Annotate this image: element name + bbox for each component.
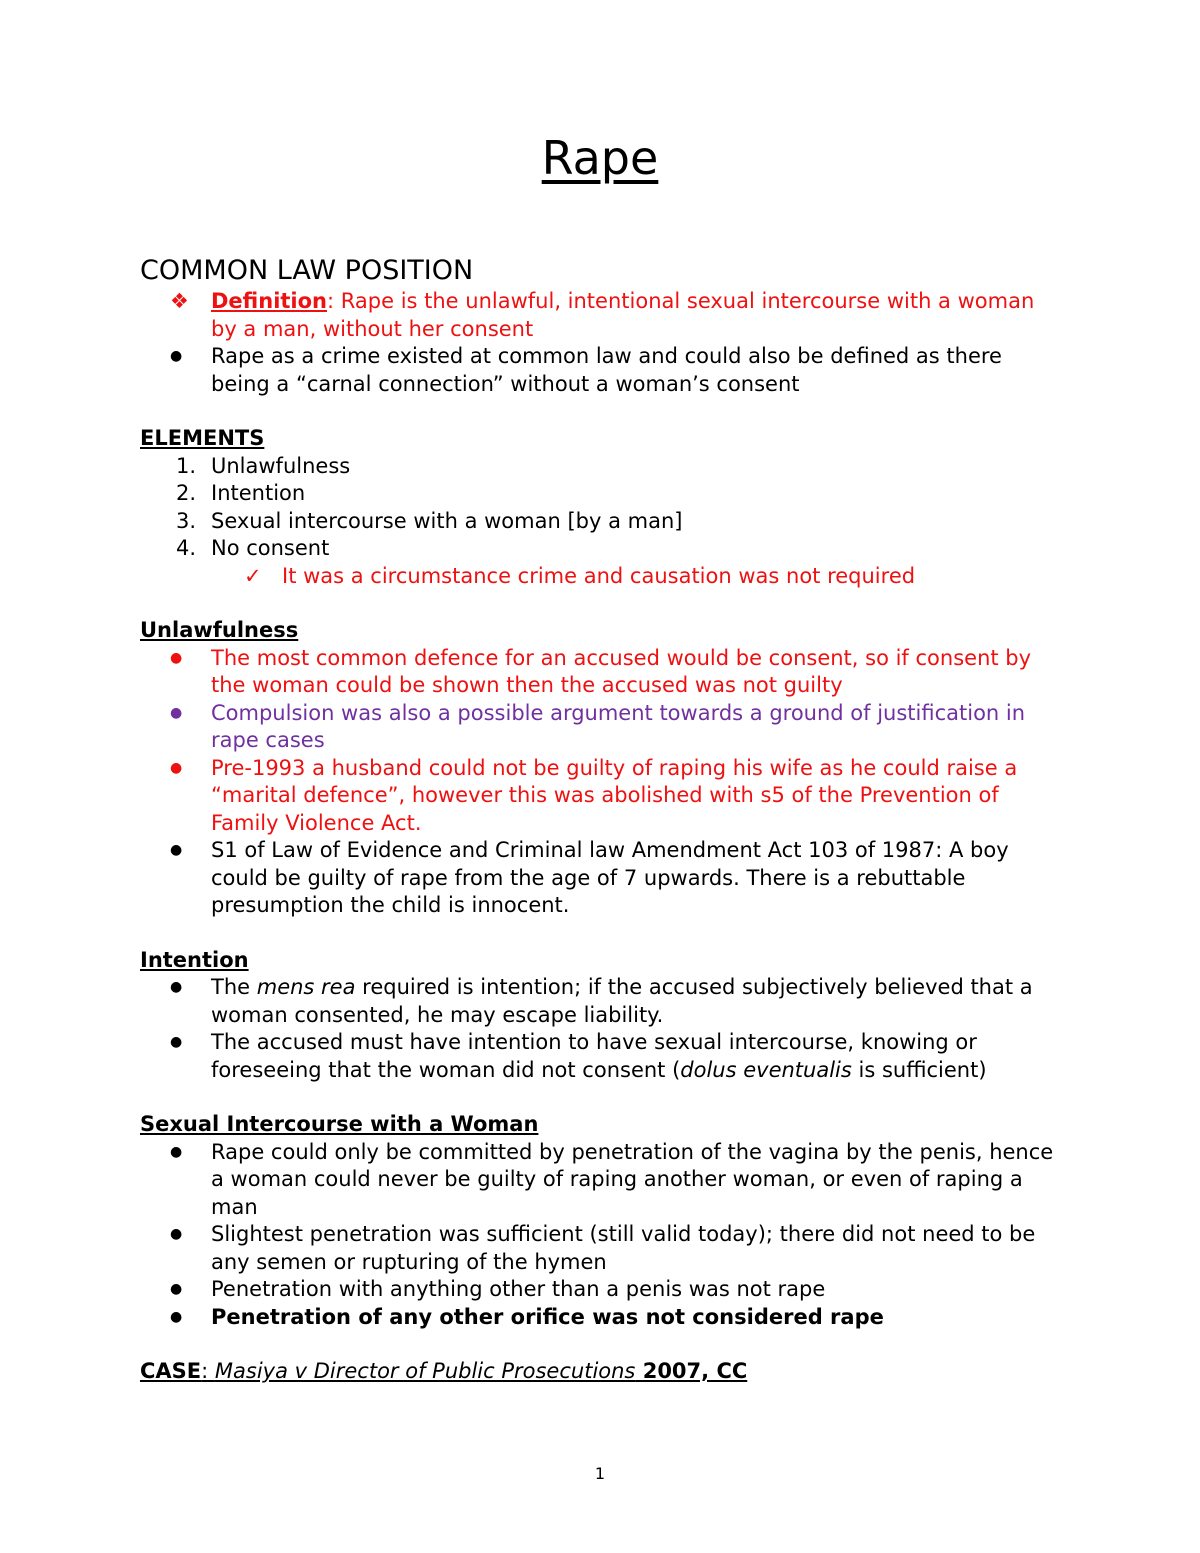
bullet-icon: ● xyxy=(170,649,183,666)
list-item: 3. Sexual intercourse with a woman [by a man] xyxy=(176,508,683,533)
bullet-icon: ● xyxy=(170,1281,183,1297)
definition-text: : Rape is the unlawful, intentional sexual intercourse with a woman by a man, without her consent xyxy=(211,289,1035,341)
case-label: CASE xyxy=(140,1359,202,1383)
common-law-bullet xyxy=(140,343,1060,398)
checkmark-icon: ✓ xyxy=(244,563,262,588)
elements-heading: ELEMENTS xyxy=(140,426,265,450)
diamond-bullet-icon: ❖ xyxy=(170,289,189,313)
list-item: ● Rape could only be committed by penetration of the vagina by the penis, hence a woman could never be guilty of raping another woman, or even of raping a man xyxy=(170,1139,1054,1219)
list-item: ● Compulsion was also a possible argument towards a ground of justification in rape cases xyxy=(170,700,1026,752)
bullet-icon: ● xyxy=(170,1308,183,1325)
intention-heading: Intention xyxy=(140,947,249,972)
bullet-icon: ● xyxy=(170,348,183,364)
sexual-intercourse-heading: Sexual Intercourse with a Woman xyxy=(140,1112,539,1136)
list-item: ● The accused must have intention to have sexual intercourse, knowing or foreseeing that the woman did not consent (dolus eventualis is sufficient) xyxy=(170,1030,987,1082)
elements-list xyxy=(140,453,1060,563)
bullet-icon: ● xyxy=(170,1226,183,1242)
list-item: 4. No consent xyxy=(176,536,330,560)
elements-note-text: It was a circumstance crime and causation was not required xyxy=(282,563,916,588)
list-item: 1. Unlawfulness xyxy=(176,453,351,478)
bullet-icon: ● xyxy=(170,704,183,721)
intention-list xyxy=(140,974,1060,1084)
bullet-icon: ● xyxy=(170,1034,183,1050)
list-item: ● The mens rea required is intention; if the accused subjectively believed that a woman consented, he may escape liability. xyxy=(170,975,1033,1027)
case-name: Masiya v Director of Public Prosecutions xyxy=(214,1359,636,1383)
content xyxy=(140,254,1060,1386)
definition-label: Definition xyxy=(211,289,328,313)
bullet-icon: ● xyxy=(170,979,183,995)
unlawfulness-heading: Unlawfulness xyxy=(140,618,299,642)
bullet-icon: ● xyxy=(170,759,183,776)
list-item: ● Slightest penetration was sufficient (still valid today); there did not need to be any semen or rupturing of the hymen xyxy=(170,1222,1036,1274)
list-item: 2. Intention xyxy=(176,481,306,505)
case-citation: CASE: Masiya v Director of Public Prosecutions 2007, CC xyxy=(140,1359,748,1383)
bullet-icon: ● xyxy=(170,1143,183,1160)
page-title: Rape xyxy=(541,131,659,185)
list-item: ● Penetration of any other orifice was not considered rape xyxy=(140,1304,1060,1332)
list-item: ● Pre-1993 a husband could not be guilty of raping his wife as he could raise a “marital defence”, however this was abolished with s5 of the Prevention of Family Violence Act. xyxy=(170,755,1018,835)
definition-item xyxy=(140,288,1060,343)
list-item: ● S1 of Law of Evidence and Criminal law Amendment Act 103 of 1987: A boy could be guilty of rape from the age of 7 upwards. There is a rebuttable presumption the child is innocent. xyxy=(170,838,1009,917)
list-item: ● Penetration with anything other than a penis was not rape xyxy=(140,1276,1060,1304)
list-item: ● The most common defence for an accused would be consent, so if consent by the woman could be shown then the accused was not guilty xyxy=(170,645,1032,697)
unlawfulness-list xyxy=(140,645,1060,920)
page-number: 1 xyxy=(594,1464,606,1483)
bullet-icon: ● xyxy=(170,842,183,858)
common-law-heading: COMMON LAW POSITION xyxy=(140,255,474,286)
elements-note xyxy=(140,563,1060,591)
common-law-bullet-text: Rape as a crime existed at common law and could also be defined as there being a “carnal connection” without a woman’s consent xyxy=(211,344,1002,396)
sexual-intercourse-list xyxy=(140,1139,1060,1332)
